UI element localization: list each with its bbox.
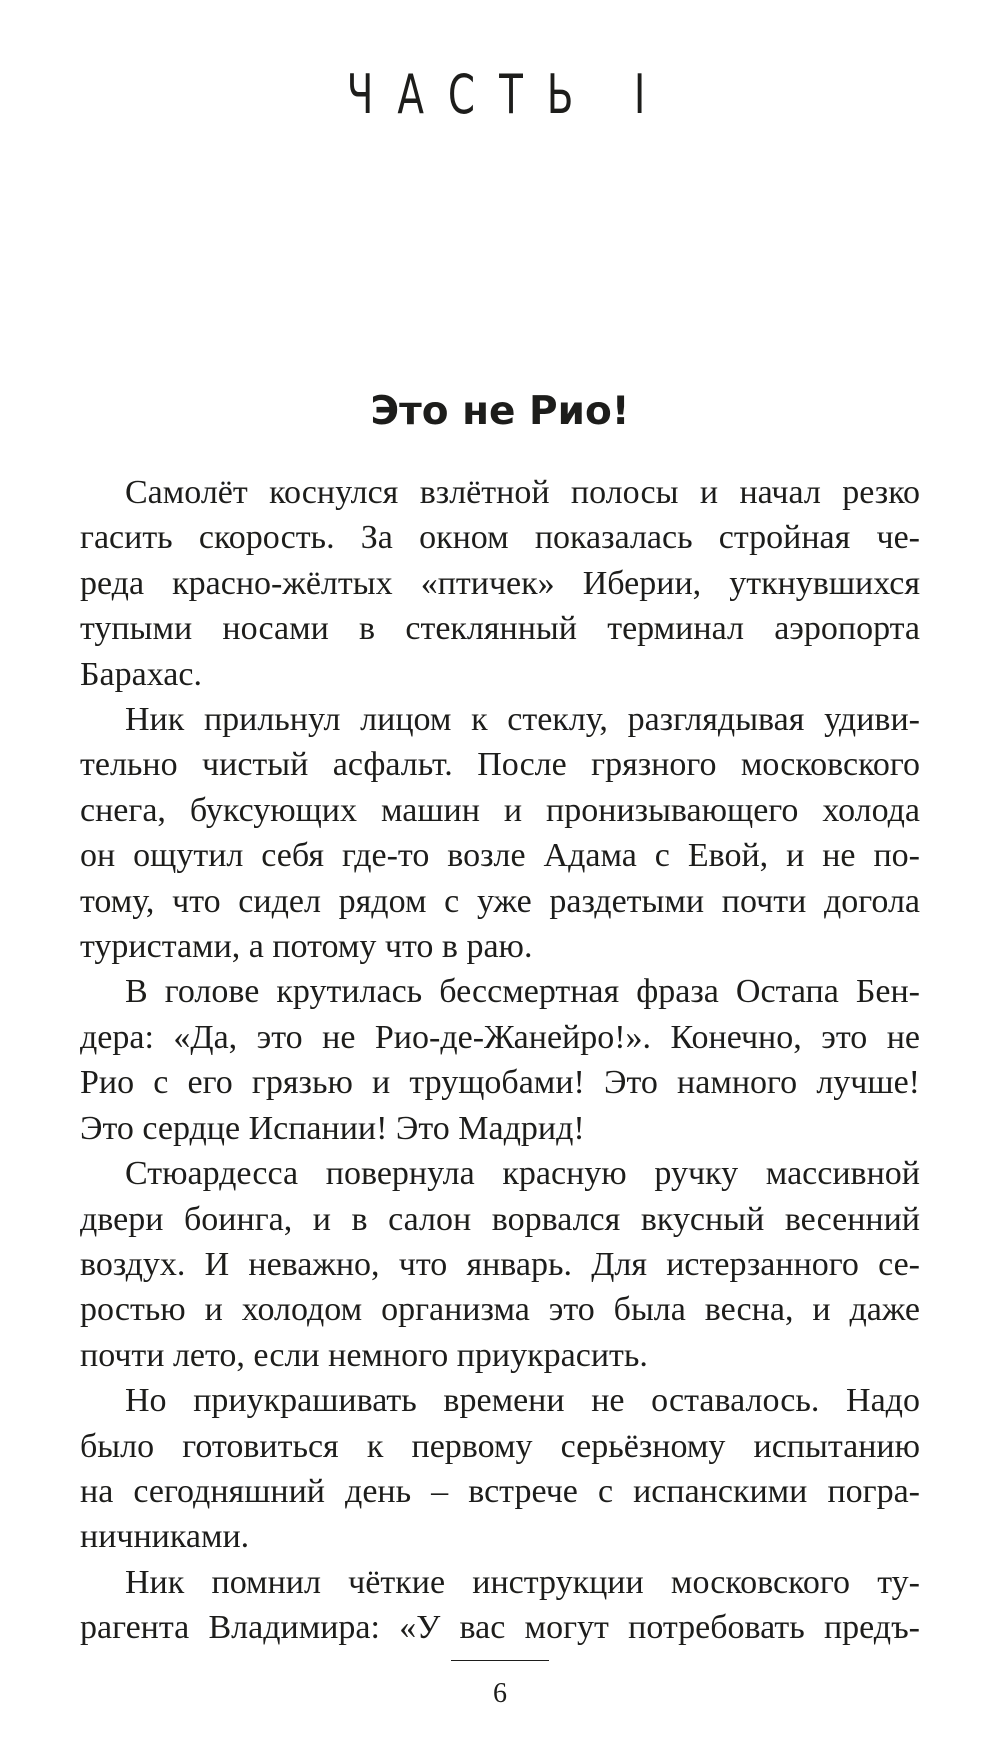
text-line: гасить скорость. За окном показалась стройная че-	[80, 519, 920, 557]
text-line: Барахас.	[80, 655, 202, 693]
text-line: тому, что сидел рядом с уже раздетыми почти догола	[80, 882, 920, 920]
text-line: В голове крутилась бессмертная фраза Остапа Бен-	[125, 973, 920, 1011]
text-line: на сегодняшний день – встрече с испанскими погра-	[80, 1472, 920, 1510]
page-number: 6	[493, 1678, 507, 1709]
text-line: ничниками.	[80, 1518, 250, 1556]
text-line: Ник помнил чёткие инструкции московского ту-	[125, 1563, 920, 1601]
text-line: Ник прильнул лицом к стеклу, разглядывая удиви-	[125, 701, 920, 739]
text-line: Но приукрашивать времени не оставалось. Надо	[125, 1382, 920, 1420]
text-line: Самолёт коснулся взлётной полосы и начал резко	[125, 474, 920, 511]
text-line: дера: «Да, это не Рио-де-Жанейро!». Конечно, это не	[80, 1018, 920, 1056]
text-line: тупыми носами в стеклянный терминал аэропорта	[80, 610, 920, 648]
text-line: двери боинга, и в салон ворвался вкусный весенний	[80, 1200, 920, 1238]
paragraph	[80, 1378, 920, 1560]
text-line: туристами, а потому что в раю.	[80, 928, 533, 966]
text-line: Это сердце Испании! Это Мадрид!	[80, 1109, 585, 1147]
text-line: снега, буксующих машин и пронизывающего холода	[80, 791, 920, 829]
paragraph	[80, 1560, 920, 1651]
text-line: почти лето, если немного приукрасить.	[80, 1336, 648, 1374]
chapter-title: Это не Рио!	[370, 389, 630, 434]
text-line: реда красно-жёлтых «птичек» Иберии, уткнувшихся	[80, 564, 920, 602]
paragraph	[80, 470, 920, 697]
text-line: он ощутил себя где-то возле Адама с Евой, и не по-	[80, 837, 920, 875]
text-line: рагента Владимира: «У вас могут потребовать предъ-	[80, 1609, 920, 1647]
paragraph	[80, 969, 920, 1151]
text-line: ростью и холодом организма это была весна, и даже	[80, 1291, 920, 1329]
text-line: было готовиться к первому серьёзному испытанию	[80, 1427, 920, 1465]
paragraph	[80, 697, 920, 969]
text-line: воздух. И неважно, что январь. Для истерзанного се-	[80, 1245, 920, 1283]
footer-rule	[451, 1660, 549, 1661]
text-line: Рио с его грязью и трущобами! Это намного лучше!	[80, 1064, 920, 1102]
text-line: тельно чистый асфальт. После грязного московского	[80, 746, 920, 784]
paragraph	[80, 1151, 920, 1378]
body-text	[80, 470, 920, 1651]
part-title: ЧАСТЬ I	[346, 63, 670, 126]
text-line: Стюардесса повернула красную ручку массивной	[125, 1155, 920, 1193]
